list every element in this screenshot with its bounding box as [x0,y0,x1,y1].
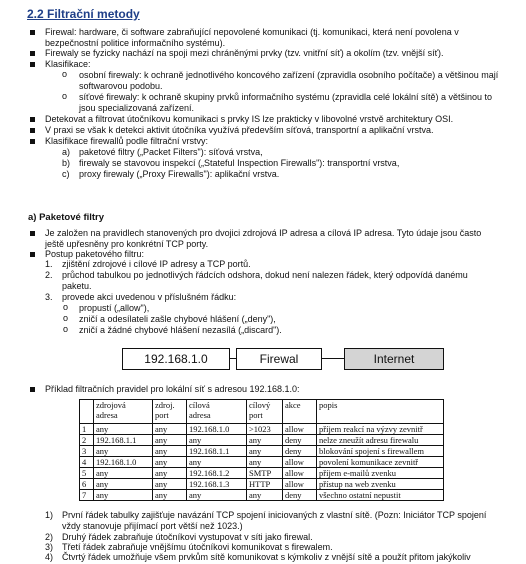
bullet-marker [30,51,35,56]
klasifikace-osobni-line2: softwarovou podobu. [79,81,163,91]
postup-step2-line1: průchod tabulkou po jednotlivých řádcích odshora, dokud není nalezen řádek, který odpovídá danému [62,270,468,280]
cell-src-port: any [153,457,187,468]
postup-num: 2. [45,270,53,280]
table-row [80,479,444,490]
cell-src-port: any [153,468,187,479]
cell-action: allow [283,479,317,490]
table-row [80,435,444,446]
akce-allow: propustí („allow"), [79,303,150,313]
cell-dst-port: HTTP [247,479,283,490]
col-header-dst-port: cílový port [247,400,283,424]
col-header-dst-addr: cílová adresa [187,400,247,424]
bullet-marker [30,128,35,133]
cell-dst-addr: 192.168.1.0 [187,424,247,435]
note-2: Druhý řádek zabraňuje útočníkovi vystupovat v síti jako firewal. [62,532,313,542]
klasifikace-sitove-line2: jsou specializovaná zařízení. [79,103,195,113]
note-num: 2) [45,532,54,542]
postup-step3: provede akci uvedenou v příslušném řádku: [62,292,237,302]
note-num: 1) [45,510,54,520]
bullet-firewall-line1: Firewal: hardware, či software zabraňující nepovolené komunikaci (tj. komunikaci, která není povolena v [45,27,459,37]
cell-action: deny [283,490,317,501]
diagram-firewall-box: Firewal [236,348,322,370]
cell-description: příjem reakcí na výzvy zevnitř [317,424,444,435]
table-row [80,446,444,457]
subsection-heading: a) Paketové filtry [28,212,105,223]
table-row [80,424,444,435]
cell-dst-addr: any [187,490,247,501]
table-row [80,468,444,479]
cell-src-port: any [153,446,187,457]
cell-dst-addr: 192.168.1.2 [187,468,247,479]
akce-discard: zničí a žádné chybové hlášení nezasílá („discard"). [79,325,282,335]
pf-bullet-line2: ještě upřesněny pro konkrétní TCP porty. [45,239,209,249]
cell-src-addr: 192.168.1.0 [94,457,153,468]
cell-src-addr: any [94,490,153,501]
sub-bullet-marker: o [62,91,68,101]
note-3: Třetí řádek zabraňuje vnějšímu útočníkovi komunikovat s firewalem. [62,542,333,552]
cell-description: blokování spojení s firewallem [317,446,444,457]
cell-description: všechno ostatní nepustit [317,490,444,501]
cell-description: povolení komunikace zevnitř [317,457,444,468]
bullet-marker [30,62,35,67]
cell-number: 7 [80,490,94,501]
klasifikace-osobni-line1: osobní firewaly: k ochraně jednotlivého koncového zařízení (zpravidla osobního počítače) a většinou mají [79,70,499,80]
cell-dst-port: any [247,435,283,446]
bullet-klasifikace: Klasifikace: [45,59,91,69]
vrstva-stavove: firewaly se stavovou inspekcí („Stateful Inspection Firewalls"): transportní vrstva, [79,158,400,168]
col-header-description: popis [317,400,444,424]
cell-dst-port: any [247,490,283,501]
cell-number: 6 [80,479,94,490]
diagram-lan-box: 192.168.1.0 [122,348,230,370]
note-4: Čtvrtý řádek umožňuje všem prvkům sítě komunikovat s kýmkoliv z vnější sítě a použít přitom jakýkoliv [62,552,471,562]
section-heading: 2.2 Filtrační metody [27,7,140,21]
diagram-link [322,358,344,359]
note-num: 4) [45,552,54,562]
bullet-firewall-line2: bezpečnostní politice informačního systému). [45,38,226,48]
cell-action: deny [283,435,317,446]
table-row [80,457,444,468]
vrstva-marker: c) [62,169,70,179]
pf-postup: Postup paketového filtru: [45,249,145,259]
col-header-action: akce [283,400,317,424]
filter-rules-table [79,399,444,501]
cell-dst-port: any [247,446,283,457]
cell-dst-addr: any [187,435,247,446]
cell-src-addr: any [94,479,153,490]
cell-number: 4 [80,457,94,468]
col-header-src-port: zdroj. port [153,400,187,424]
sub-bullet-marker: o [63,313,69,323]
cell-description: nelze zneužít adresu firewalu [317,435,444,446]
cell-dst-addr: 192.168.1.1 [187,446,247,457]
bullet-marker [30,117,35,122]
sub-bullet-marker: o [63,302,69,312]
vrstva-marker: b) [62,158,71,168]
bullet-marker [30,387,35,392]
cell-src-addr: 192.168.1.1 [94,435,153,446]
bullet-marker [30,30,35,35]
priklad-caption: Příklad filtračních pravidel pro lokální síť s adresou 192.168.1.0: [45,384,300,394]
cell-src-port: any [153,479,187,490]
bullet-marker [30,231,35,236]
cell-src-port: any [153,424,187,435]
cell-number: 1 [80,424,94,435]
cell-action: allow [283,468,317,479]
bullet-praxe: V praxi se však k detekci aktivit útočníka využívá především síťová, transportní a aplikační vrstva. [45,125,434,135]
cell-src-port: any [153,435,187,446]
col-header-src-addr: zdrojová adresa [94,400,153,424]
cell-dst-addr: any [187,457,247,468]
pf-bullet-line1: Je založen na pravidlech stanovených pro dvojici zdrojová IP adresa a cílová IP adresa. Tyto údaje jsou často [45,228,482,238]
diagram-internet-box: Internet [344,348,444,370]
akce-deny: zničí a odesílateli zašle chybové hlášení („deny"), [79,314,276,324]
cell-number: 2 [80,435,94,446]
bullet-marker [30,139,35,144]
postup-step2-line2: paketu. [62,281,92,291]
cell-src-addr: any [94,468,153,479]
bullet-klasifikace-vrstvy: Klasifikace firewallů podle filtrační vrstvy: [45,136,209,146]
table-header-row [80,400,444,424]
cell-number: 3 [80,446,94,457]
cell-dst-port: any [247,457,283,468]
cell-description: příjem e-mailů zvenku [317,468,444,479]
vrstva-paketove: paketové filtry („Packet Filters"): síťová vrstva, [79,147,263,157]
vrstva-marker: a) [62,147,71,157]
bullet-marker [30,252,35,257]
note-1-line1: První řádek tabulky zajišťuje navázání TCP spojení iniciovaných z vlastní sítě. (Pozn: Iniciátor TCP spojení [62,510,487,520]
cell-action: allow [283,424,317,435]
cell-src-addr: any [94,424,153,435]
postup-step1: zjištění zdrojové i cílové IP adresy a TCP portů. [62,259,251,269]
note-num: 3) [45,542,54,552]
sub-bullet-marker: o [63,324,69,334]
vrstva-proxy: proxy firewaly („Proxy Firewalls"): aplikační vrstva. [79,169,280,179]
bullet-osi: Detekovat a filtrovat útočníkovu komunikaci s prvky IS lze prakticky v libovolné vrstvě architektury OSI. [45,114,454,124]
cell-src-addr: any [94,446,153,457]
col-header-number [80,400,94,424]
sub-bullet-marker: o [62,69,68,79]
cell-action: allow [283,457,317,468]
cell-dst-addr: 192.168.1.3 [187,479,247,490]
postup-num: 1. [45,259,53,269]
postup-num: 3. [45,292,53,302]
klasifikace-sitove-line1: síťové firewaly: k ochraně skupiny prvků informačního systému (zpravidla celé lokální sítě) a většinou to [79,92,493,102]
cell-number: 5 [80,468,94,479]
bullet-firewaly-location: Firewaly se fyzicky nachází na spoji mezi chráněnými prvky (tzv. vnitřní síť) a okolím (tzv. vnější síť). [45,48,444,58]
cell-dst-port: >1023 [247,424,283,435]
note-1-line2: vždy stanovuje přijímací port větší než 1023.) [62,521,243,531]
cell-src-port: any [153,490,187,501]
cell-description: přístup na web zvenku [317,479,444,490]
table-row [80,490,444,501]
cell-action: deny [283,446,317,457]
cell-dst-port: SMTP [247,468,283,479]
